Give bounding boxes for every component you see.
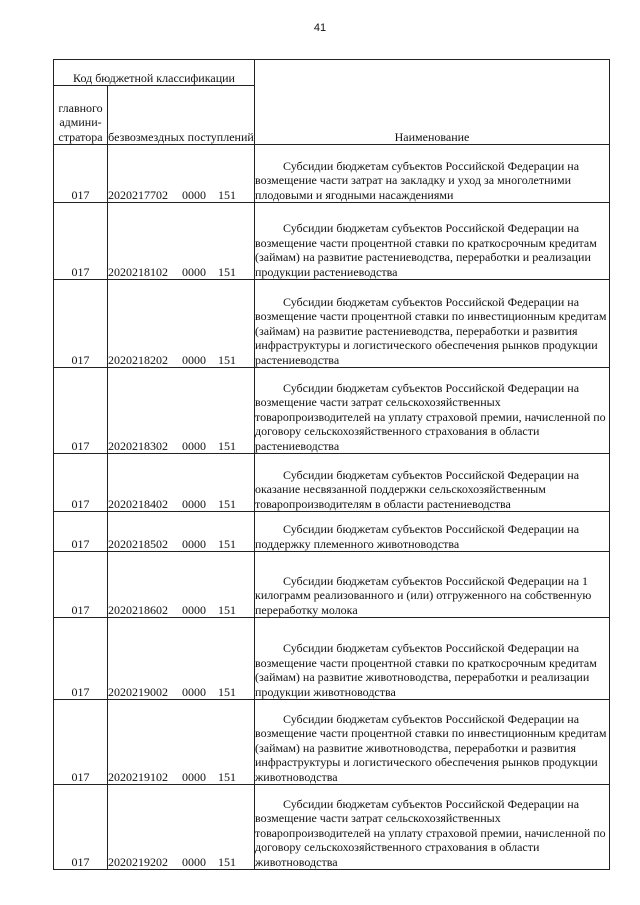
revenue-code-cell <box>108 454 255 512</box>
revenue-code-end: 151 <box>218 602 236 617</box>
revenue-code-main: 2020218402 <box>108 496 168 511</box>
revenue-code-cell <box>108 512 255 552</box>
description-cell <box>255 280 610 368</box>
revenue-code-end: 151 <box>218 352 236 367</box>
description-text: Субсидии бюджетам субъектов Российской Федерации на 1 килограмм реализованного и (или) отгруженного на собственную переработку молока <box>255 573 592 617</box>
revenue-code-sub: 0000 <box>182 187 206 202</box>
description-cell <box>255 700 610 785</box>
revenue-code-main: 2020219002 <box>108 684 168 699</box>
revenue-code-main: 2020218102 <box>108 264 168 279</box>
revenue-code-end: 151 <box>218 769 236 784</box>
description-cell <box>255 368 610 454</box>
revenue-code-main: 2020218602 <box>108 602 168 617</box>
admin-code-cell: 017 <box>54 454 108 512</box>
revenue-code-cell <box>108 552 255 618</box>
revenue-code-cell <box>108 700 255 785</box>
revenue-code-end: 151 <box>218 684 236 699</box>
revenue-code-cell <box>108 280 255 368</box>
description-cell <box>255 512 610 552</box>
description-cell <box>255 552 610 618</box>
description-text: Субсидии бюджетам субъектов Российской Федерации на возмещение части процентной ставки по инвестиционным кредитам (займам) на развитие растениеводства, переработки и развития инфраструктуры и логистического обеспечения рынков продукции растениеводства <box>255 294 607 367</box>
revenue-code-sub: 0000 <box>182 438 206 453</box>
revenue-code-sub: 0000 <box>182 496 206 511</box>
description-text: Субсидии бюджетам субъектов Российской Федерации на возмещение части процентной ставки по краткосрочным кредитам (займам) на развитие растениеводства, переработки и реализации продукции растениеводства <box>255 221 597 279</box>
header-admin: главного админи-стратора <box>54 86 108 145</box>
table-row <box>54 785 610 870</box>
table-row <box>54 145 610 203</box>
header-budget-code: Код бюджетной классификации <box>54 60 255 86</box>
admin-code-cell: 017 <box>54 512 108 552</box>
revenue-code-end: 151 <box>218 438 236 453</box>
description-text: Субсидии бюджетам субъектов Российской Федерации на возмещение части затрат сельскохозяйственных товаропроизводителей на уплату страховой премии, начисленной по договору сельскохозяйственного страхования в области животноводства <box>255 796 606 869</box>
revenue-code-sub: 0000 <box>182 264 206 279</box>
description-text: Субсидии бюджетам субъектов Российской Федерации на возмещение части затрат на закладку и уход за многолетними плодовыми и ягодными насаждениями <box>255 158 580 202</box>
admin-code-cell: 017 <box>54 700 108 785</box>
revenue-code-sub: 0000 <box>182 536 206 551</box>
revenue-code-sub: 0000 <box>182 352 206 367</box>
description-text: Субсидии бюджетам субъектов Российской Федерации на возмещение части процентной ставки по инвестиционным кредитам (займам) на развитие животноводства, переработки и развития инфраструктуры и логистического обеспечения рынков продукции животноводства <box>255 711 607 784</box>
admin-code-cell: 017 <box>54 203 108 280</box>
table-row <box>54 618 610 700</box>
admin-code-cell: 017 <box>54 145 108 203</box>
header-name: Наименование <box>255 60 610 145</box>
table-row <box>54 368 610 454</box>
revenue-code-main: 2020219202 <box>108 854 168 869</box>
revenue-code-end: 151 <box>218 264 236 279</box>
revenue-code-sub: 0000 <box>182 602 206 617</box>
revenue-code-end: 151 <box>218 536 236 551</box>
admin-code-cell: 017 <box>54 552 108 618</box>
description-cell <box>255 785 610 870</box>
table-row <box>54 454 610 512</box>
description-cell <box>255 618 610 700</box>
table-row <box>54 552 610 618</box>
revenue-code-cell <box>108 203 255 280</box>
revenue-code-main: 2020218302 <box>108 438 168 453</box>
revenue-code-main: 2020218202 <box>108 352 168 367</box>
description-text: Субсидии бюджетам субъектов Российской Федерации на оказание несвязанной поддержки сельскохозяйственным товаропроизводителям в области растениеводства <box>255 467 580 511</box>
description-text: Субсидии бюджетам субъектов Российской Федерации на возмещение части процентной ставки по краткосрочным кредитам (займам) на развитие животноводства, переработки и реализации продукции животноводства <box>255 641 597 699</box>
header-gratis: безвозмездных поступлений <box>108 86 255 145</box>
revenue-code-sub: 0000 <box>182 854 206 869</box>
budget-classification-table <box>53 59 610 870</box>
revenue-code-main: 2020218502 <box>108 536 168 551</box>
revenue-code-end: 151 <box>218 496 236 511</box>
table-row <box>54 512 610 552</box>
revenue-code-main: 2020219102 <box>108 769 168 784</box>
description-cell <box>255 145 610 203</box>
page-number: 41 <box>313 22 327 34</box>
table-row <box>54 280 610 368</box>
description-text: Субсидии бюджетам субъектов Российской Федерации на поддержку племенного животноводства <box>255 522 580 551</box>
admin-code-cell: 017 <box>54 785 108 870</box>
admin-code-cell: 017 <box>54 280 108 368</box>
revenue-code-cell <box>108 145 255 203</box>
revenue-code-cell <box>108 368 255 454</box>
revenue-code-end: 151 <box>218 187 236 202</box>
revenue-code-cell <box>108 618 255 700</box>
revenue-code-sub: 0000 <box>182 769 206 784</box>
revenue-code-end: 151 <box>218 854 236 869</box>
revenue-code-main: 2020217702 <box>108 187 168 202</box>
revenue-code-sub: 0000 <box>182 684 206 699</box>
revenue-code-cell <box>108 785 255 870</box>
description-cell <box>255 454 610 512</box>
admin-code-cell: 017 <box>54 618 108 700</box>
description-text: Субсидии бюджетам субъектов Российской Федерации на возмещение части затрат сельскохозяйственных товаропроизводителей на уплату страховой премии, начисленной по договору сельскохозяйственного страхования в области растениеводства <box>255 380 606 453</box>
table-row <box>54 203 610 280</box>
description-cell <box>255 203 610 280</box>
table-row <box>54 700 610 785</box>
admin-code-cell: 017 <box>54 368 108 454</box>
